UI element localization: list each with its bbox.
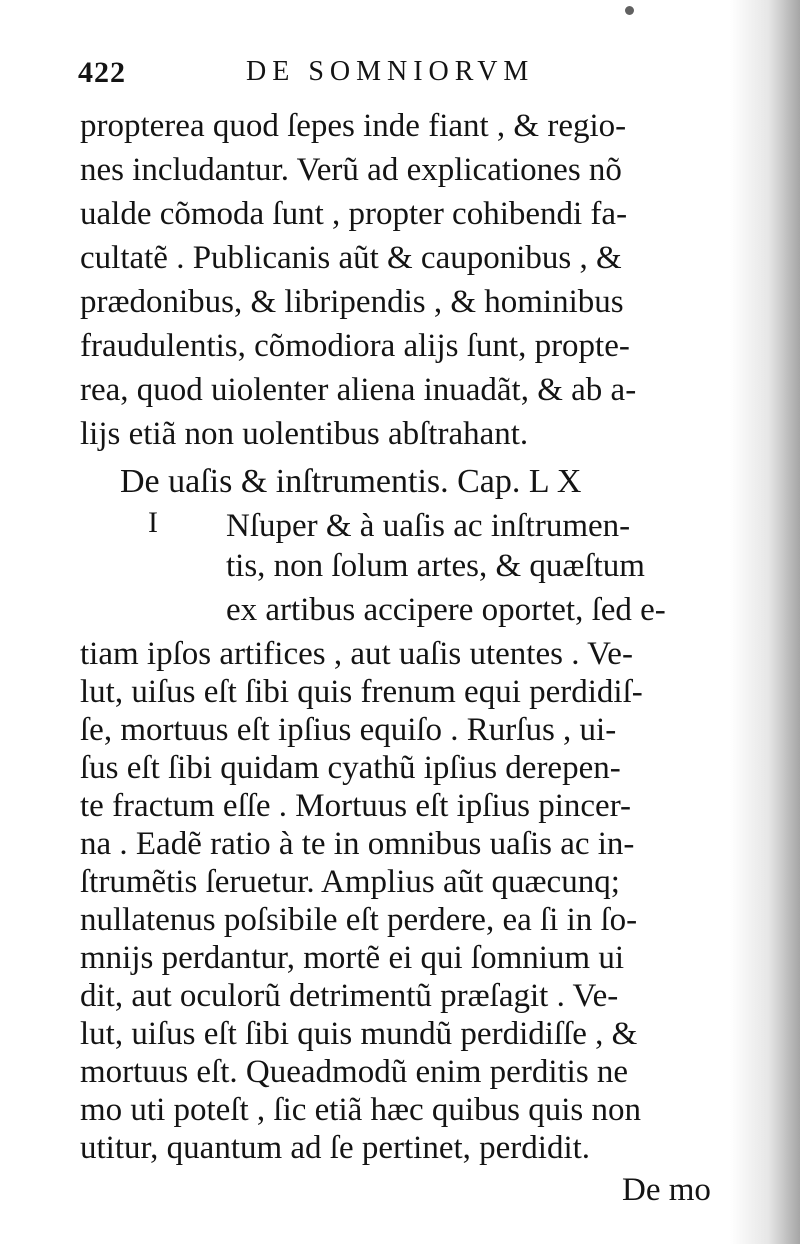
chapter-heading: De uaſis & inſtrumentis. Cap. L X: [120, 463, 582, 500]
text-line: ſtrumẽtis ſeruetur. Amplius aũt quæcunq;: [80, 864, 620, 900]
running-title: DE SOMNIORVM: [246, 56, 535, 87]
text-line: propterea quod ſepes inde fiant , & regio-: [80, 108, 627, 144]
text-line-indented: ex artibus accipere oportet, ſed e-: [226, 592, 666, 628]
text-line: ſus eſt ſibi quidam cyathũ ipſius derepen-: [80, 750, 621, 786]
page-number: 422: [78, 56, 126, 89]
text-line: utitur, quantum ad ſe pertinet, perdidit.: [80, 1130, 591, 1166]
capital-initial: I: [148, 506, 158, 539]
text-line: lut, uiſus eſt ſibi quis mundũ perdidiſſe , &: [80, 1016, 638, 1052]
catchword: De mo: [622, 1172, 711, 1208]
text-line: mortuus eſt. Queadmodũ enim perditis ne: [80, 1054, 629, 1090]
text-line: mnijs perdantur, mortẽ ei qui ſomnium ui: [80, 940, 625, 976]
text-line: ſe, mortuus eſt ipſius equiſo . Rurſus , ui-: [80, 712, 617, 748]
text-line: lijs etiã non uolentibus abſtrahant.: [80, 416, 529, 452]
text-line: ualde cõmoda ſunt , propter cohibendi fa-: [80, 196, 628, 232]
text-line: te fractum eſſe . Mortuus eſt ipſius pincer-: [80, 788, 632, 824]
text-line-indented: Nſuper & à uaſis ac inſtrumen-: [226, 508, 631, 544]
text-line: cultatẽ . Publicanis aũt & cauponibus , &: [80, 240, 622, 276]
text-line: prædonibus, & libripendis , & hominibus: [80, 284, 624, 320]
text-line: mo uti poteſt , ſic etiã hæc quibus quis non: [80, 1092, 641, 1128]
text-line: fraudulentis, cõmodiora alijs ſunt, propte-: [80, 328, 630, 364]
text-line: nes includantur. Verũ ad explicationes nõ: [80, 152, 622, 188]
text-line: rea, quod uiolenter aliena inuadãt, & ab a-: [80, 372, 637, 408]
text-line: tiam ipſos artifices , aut uaſis utentes . Ve-: [80, 636, 633, 672]
text-line: lut, uiſus eſt ſibi quis frenum equi perdidiſ-: [80, 674, 643, 710]
text-line: dit, aut oculorũ detrimentũ præſagit . Ve-: [80, 978, 619, 1014]
text-line-indented: tis, non ſolum artes, & quæſtum: [226, 548, 645, 584]
text-line: nullatenus poſsibile eſt perdere, ea ſi in ſo-: [80, 902, 638, 938]
text-line: na . Eadẽ ratio à te in omnibus uaſis ac in-: [80, 826, 635, 862]
